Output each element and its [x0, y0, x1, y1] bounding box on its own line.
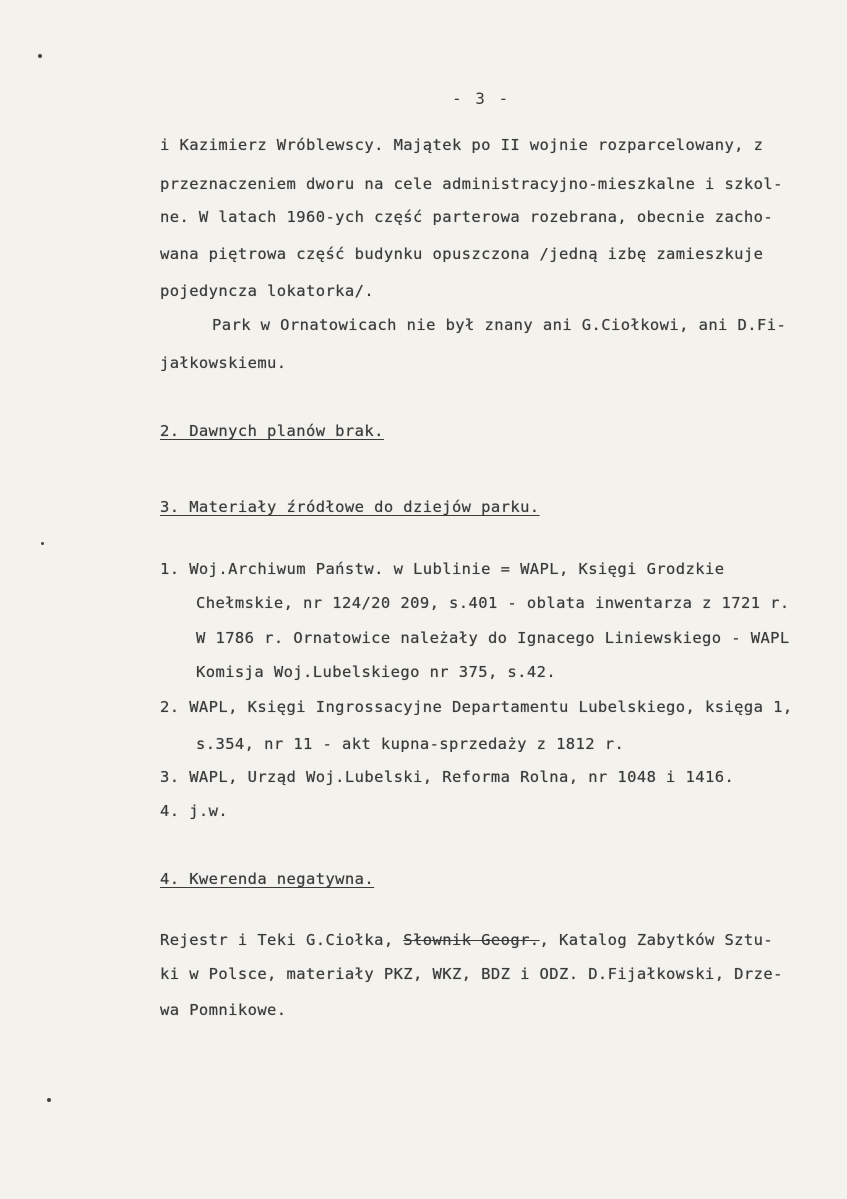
section-3-heading: 3. Materiały źródłowe do dziejów parku.: [160, 498, 540, 516]
intro-line-1: i Kazimierz Wróblewscy. Majątek po II wojnie rozparcelowany, z: [160, 136, 764, 154]
intro-line-2: przeznaczeniem dworu na cele administracyjno-mieszkalne i szkol-: [160, 175, 783, 193]
section-2-heading: 2. Dawnych planów brak.: [160, 422, 384, 440]
source-1-line-2: Chełmskie, nr 124/20 209, s.401 - oblata inwentarza z 1721 r.: [196, 594, 790, 612]
source-4: 4. j.w.: [160, 802, 229, 820]
intro-line-7: jałkowskiemu.: [160, 354, 287, 372]
punch-mark-middle: [41, 542, 44, 545]
source-1-line-4: Komisja Woj.Lubelskiego nr 375, s.42.: [196, 663, 557, 681]
intro-line-6: Park w Ornatowicach nie był znany ani G.Ciołkowi, ani D.Fi-: [212, 316, 787, 334]
negative-line-1: [160, 931, 773, 949]
negative-line-1-start: Rejestr i Teki G.Ciołka,: [160, 931, 404, 949]
punch-mark-bottom: [47, 1098, 51, 1102]
intro-line-3: ne. W latach 1960-ych część parterowa rozebrana, obecnie zacho-: [160, 208, 774, 226]
intro-line-4: wana piętrowa część budynku opuszczona /jedną izbę zamieszkuje: [160, 245, 764, 263]
negative-line-1-end: , Katalog Zabytków Sztu-: [539, 931, 774, 949]
page-number: - 3 -: [452, 89, 511, 108]
source-2-line-2: s.354, nr 11 - akt kupna-sprzedaży z 1812 r.: [196, 735, 625, 753]
punch-mark-top: [38, 54, 42, 58]
intro-line-5: pojedyncza lokatorka/.: [160, 282, 375, 300]
source-1-line-1: 1. Woj.Archiwum Państw. w Lublinie = WAPL, Księgi Grodzkie: [160, 560, 725, 578]
negative-line-2: ki w Polsce, materiały PKZ, WKZ, BDZ i ODZ. D.Fijałkowski, Drze-: [160, 965, 783, 983]
source-3: 3. WAPL, Urząd Woj.Lubelski, Reforma Rolna, nr 1048 i 1416.: [160, 768, 735, 786]
struck-out-text: Słownik Geogr.: [403, 931, 540, 949]
negative-line-3: wa Pomnikowe.: [160, 1001, 287, 1019]
source-2-line-1: 2. WAPL, Księgi Ingrossacyjne Departamentu Lubelskiego, księga 1,: [160, 698, 793, 716]
section-4-heading: 4. Kwerenda negatywna.: [160, 870, 375, 888]
source-1-line-3: W 1786 r. Ornatowice należały do Ignacego Liniewskiego - WAPL: [196, 629, 790, 647]
